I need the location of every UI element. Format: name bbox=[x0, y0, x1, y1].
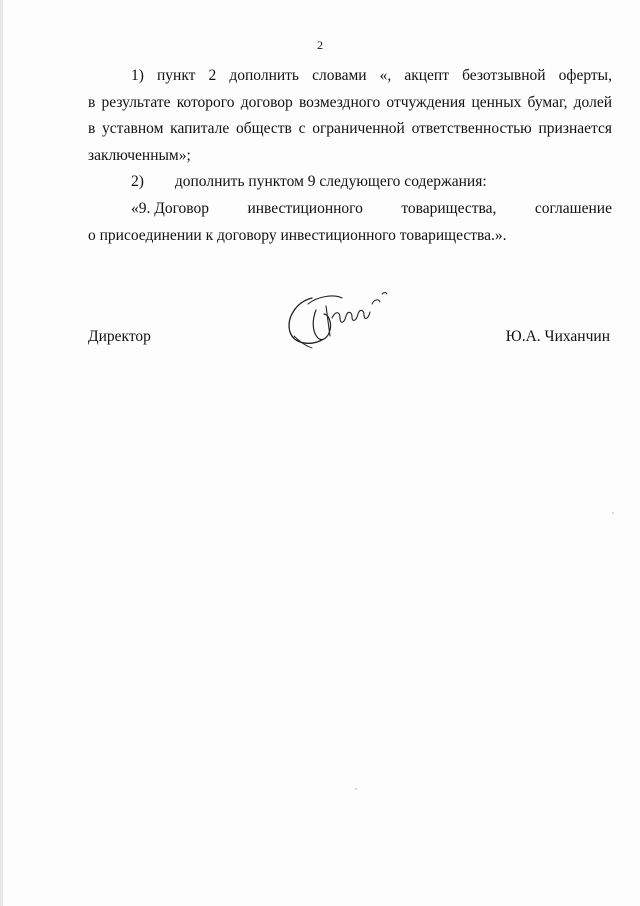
page-number: 2 bbox=[317, 38, 323, 52]
item1-word: акцепт bbox=[404, 67, 449, 84]
item1-line-3: в уставном капитале обществ с ограниченной ответственностью признается bbox=[88, 120, 612, 138]
item1-word: «, bbox=[379, 67, 392, 84]
item1-line-2: в результате которого договор возмездного отчуждения ценных бумаг, долей bbox=[88, 93, 612, 111]
signer-name: Ю.А. Чиханчин bbox=[505, 328, 610, 345]
scan-speck bbox=[612, 512, 614, 514]
quote-word: «9. Договор bbox=[131, 199, 210, 217]
item1-word: словами bbox=[312, 67, 367, 84]
signer-position: Директор bbox=[88, 328, 151, 345]
item2-text: дополнить пунктом 9 следующего содержания: bbox=[174, 173, 487, 191]
scan-edge bbox=[0, 0, 3, 906]
item1-word: 2 bbox=[208, 67, 217, 84]
quote-word: соглашение bbox=[534, 199, 612, 217]
item1-number: 1) bbox=[131, 67, 144, 84]
scan-speck bbox=[355, 788, 357, 790]
handwritten-signature bbox=[282, 284, 394, 360]
item1-word: безотзывной bbox=[462, 67, 546, 84]
item1-word: оферты, bbox=[558, 67, 612, 84]
item1-word: пункт bbox=[157, 67, 196, 84]
quote-word: инвестиционного bbox=[247, 199, 363, 217]
item1-first-line bbox=[88, 63, 612, 90]
quote-first-line bbox=[88, 196, 612, 223]
item1-line-4: заключенным»; bbox=[88, 146, 191, 164]
quote-word: товарищества, bbox=[401, 199, 497, 217]
amendments-text bbox=[88, 63, 612, 249]
item2-number: 2) bbox=[131, 173, 144, 191]
item2-line bbox=[88, 169, 612, 196]
item1-word: дополнить bbox=[229, 67, 300, 84]
quote-line-2: о присоединении к договору инвестиционного товарищества.». bbox=[88, 226, 507, 244]
